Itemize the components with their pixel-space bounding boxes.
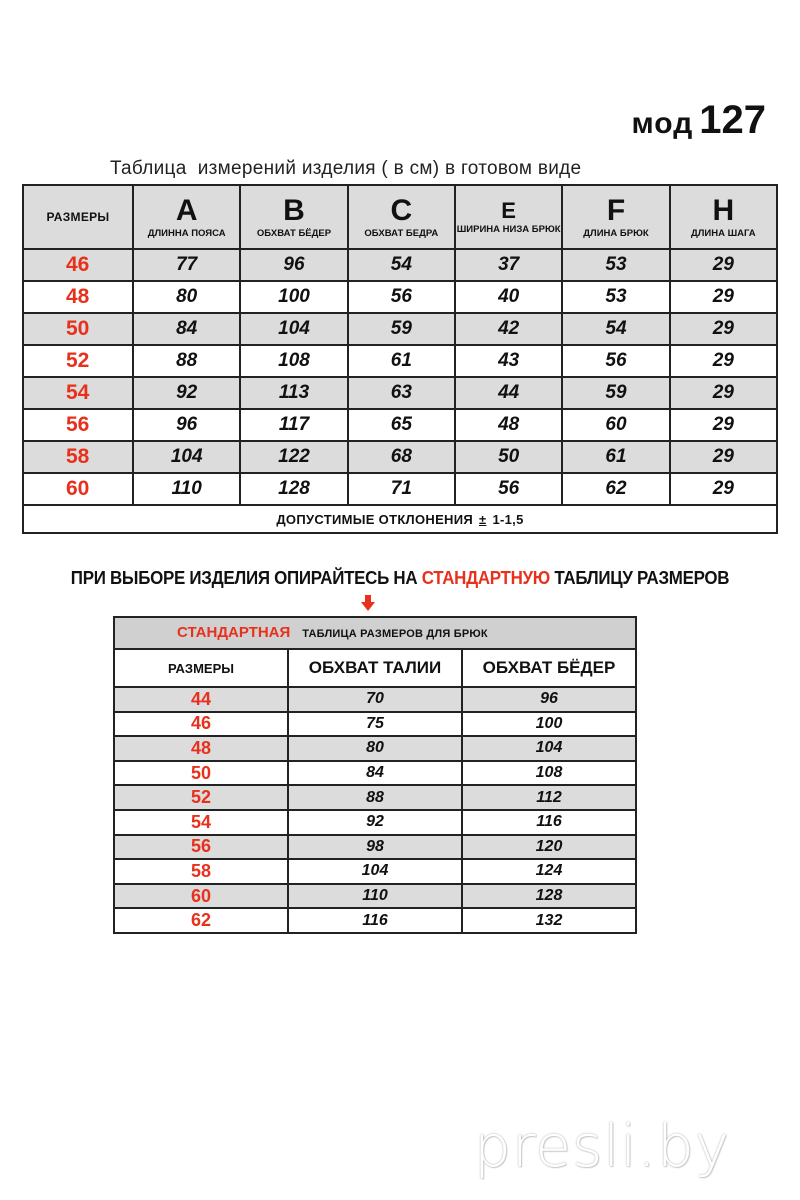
size-cell: 48	[114, 736, 288, 761]
measurement-header-row	[23, 185, 777, 249]
waist-cell: 104	[288, 859, 462, 884]
value-cell: 59	[348, 313, 455, 345]
hips-cell: 96	[462, 687, 636, 712]
table-row	[114, 785, 636, 810]
tolerance-label: ДОПУСТИМЫЕ ОТКЛОНЕНИЯ	[276, 511, 474, 527]
value-cell: 56	[348, 281, 455, 313]
model-label	[631, 98, 766, 143]
tolerance-value: 1-1,5	[492, 511, 524, 527]
value-cell: 96	[240, 249, 347, 281]
standard-table-header-row	[114, 649, 636, 687]
value-cell: 44	[455, 377, 562, 409]
column-header-f	[562, 185, 669, 249]
standard-table-title-row	[114, 617, 636, 649]
column-letter: C	[390, 193, 413, 227]
tolerance-row	[23, 505, 777, 533]
table-row	[23, 249, 777, 281]
column-header-e	[455, 185, 562, 249]
value-cell: 29	[670, 473, 777, 505]
waist-cell: 98	[288, 835, 462, 860]
value-cell: 77	[133, 249, 240, 281]
table-row	[23, 313, 777, 345]
hips-cell: 100	[462, 712, 636, 737]
size-cell: 56	[114, 835, 288, 860]
tolerance-sign: ±	[479, 511, 487, 527]
size-cell: 50	[23, 313, 133, 345]
value-cell: 128	[240, 473, 347, 505]
model-number: 127	[699, 98, 766, 142]
size-cell: 46	[114, 712, 288, 737]
column-label: ОБХВАТ БЕДРА	[364, 227, 439, 239]
value-cell: 29	[670, 249, 777, 281]
value-cell: 29	[670, 441, 777, 473]
note-text-before: ПРИ ВЫБОРЕ ИЗДЕЛИЯ ОПИРАЙТЕСЬ НА	[70, 568, 422, 588]
value-cell: 29	[670, 281, 777, 313]
size-column-header: РАЗМЕРЫ	[23, 185, 133, 249]
value-cell: 60	[562, 409, 669, 441]
value-cell: 29	[670, 345, 777, 377]
column-letter: F	[606, 193, 626, 227]
value-cell: 37	[455, 249, 562, 281]
waist-cell: 70	[288, 687, 462, 712]
size-cell: 48	[23, 281, 133, 313]
value-cell: 96	[133, 409, 240, 441]
column-label: ДЛИНА БРЮК	[583, 227, 649, 239]
value-cell: 54	[562, 313, 669, 345]
size-cell: 52	[114, 785, 288, 810]
column-letter: B	[283, 193, 305, 227]
measurement-table-caption: Таблица измерений изделия ( в см) в готовом виде	[110, 158, 582, 179]
table-row	[23, 473, 777, 505]
value-cell: 104	[133, 441, 240, 473]
size-cell: 50	[114, 761, 288, 786]
value-cell: 108	[240, 345, 347, 377]
table-row	[114, 908, 636, 933]
value-cell: 104	[240, 313, 347, 345]
value-cell: 56	[455, 473, 562, 505]
size-cell: 54	[114, 810, 288, 835]
value-cell: 29	[670, 409, 777, 441]
table-row	[23, 345, 777, 377]
table-row	[114, 761, 636, 786]
column-header-a	[133, 185, 240, 249]
hips-cell: 124	[462, 859, 636, 884]
table-row	[23, 441, 777, 473]
table-row	[114, 810, 636, 835]
size-cell: 46	[23, 249, 133, 281]
waist-header: ОБХВАТ ТАЛИИ	[288, 649, 462, 687]
waist-cell: 84	[288, 761, 462, 786]
column-label: ДЛИННА ПОЯСА	[147, 227, 226, 239]
value-cell: 59	[562, 377, 669, 409]
column-letter: E	[501, 197, 516, 223]
value-cell: 48	[455, 409, 562, 441]
value-cell: 68	[348, 441, 455, 473]
column-letter: H	[712, 193, 735, 227]
arrow-down-icon	[361, 595, 375, 611]
hips-cell: 112	[462, 785, 636, 810]
size-cell: 62	[114, 908, 288, 933]
value-cell: 92	[133, 377, 240, 409]
hips-cell: 104	[462, 736, 636, 761]
size-cell: 58	[23, 441, 133, 473]
column-header-b	[240, 185, 347, 249]
value-cell: 43	[455, 345, 562, 377]
size-cell: 44	[114, 687, 288, 712]
tolerance-cell	[23, 505, 777, 533]
value-cell: 84	[133, 313, 240, 345]
value-cell: 88	[133, 345, 240, 377]
table-row	[114, 835, 636, 860]
standard-size-table	[113, 616, 637, 934]
sizes-header: РАЗМЕРЫ	[114, 649, 288, 687]
table-row	[114, 736, 636, 761]
column-header-c	[348, 185, 455, 249]
value-cell: 117	[240, 409, 347, 441]
value-cell: 63	[348, 377, 455, 409]
waist-cell: 110	[288, 884, 462, 909]
hips-cell: 120	[462, 835, 636, 860]
value-cell: 122	[240, 441, 347, 473]
column-header-h	[670, 185, 777, 249]
value-cell: 29	[670, 377, 777, 409]
value-cell: 53	[562, 281, 669, 313]
size-note	[24, 568, 776, 589]
note-text-after: ТАБЛИЦУ РАЗМЕРОВ	[549, 568, 730, 588]
hips-cell: 108	[462, 761, 636, 786]
value-cell: 61	[348, 345, 455, 377]
waist-cell: 80	[288, 736, 462, 761]
value-cell: 50	[455, 441, 562, 473]
table-row	[114, 884, 636, 909]
value-cell: 29	[670, 313, 777, 345]
size-cell: 58	[114, 859, 288, 884]
note-highlight: СТАНДАРТНУЮ	[421, 568, 550, 588]
value-cell: 40	[455, 281, 562, 313]
size-cell: 52	[23, 345, 133, 377]
waist-cell: 88	[288, 785, 462, 810]
column-label: ДЛИНА ШАГА	[690, 227, 756, 239]
table-row	[114, 712, 636, 737]
table-row	[114, 687, 636, 712]
watermark: presli.by	[474, 1112, 731, 1180]
value-cell: 71	[348, 473, 455, 505]
size-cell: 60	[114, 884, 288, 909]
waist-cell: 116	[288, 908, 462, 933]
hips-cell: 116	[462, 810, 636, 835]
value-cell: 42	[455, 313, 562, 345]
title-highlight: СТАНДАРТНАЯ	[177, 624, 291, 641]
table-row	[114, 859, 636, 884]
value-cell: 53	[562, 249, 669, 281]
column-label: ОБХВАТ БЁДЕР	[256, 227, 332, 239]
value-cell: 110	[133, 473, 240, 505]
value-cell: 100	[240, 281, 347, 313]
value-cell: 61	[562, 441, 669, 473]
waist-cell: 92	[288, 810, 462, 835]
column-label: ШИРИНА НИЗА БРЮК	[456, 223, 561, 235]
table-row	[23, 377, 777, 409]
size-cell: 60	[23, 473, 133, 505]
hips-cell: 128	[462, 884, 636, 909]
value-cell: 80	[133, 281, 240, 313]
value-cell: 62	[562, 473, 669, 505]
value-cell: 56	[562, 345, 669, 377]
size-cell: 54	[23, 377, 133, 409]
value-cell: 113	[240, 377, 347, 409]
hips-cell: 132	[462, 908, 636, 933]
table-row	[23, 281, 777, 313]
measurement-table	[22, 184, 778, 534]
standard-table-title	[114, 617, 636, 649]
column-letter: A	[175, 193, 198, 227]
title-rest: ТАБЛИЦА РАЗМЕРОВ ДЛЯ БРЮК	[302, 628, 488, 640]
model-prefix: мод	[631, 107, 694, 140]
hips-header: ОБХВАТ БЁДЕР	[462, 649, 636, 687]
table-row	[23, 409, 777, 441]
value-cell: 65	[348, 409, 455, 441]
value-cell: 54	[348, 249, 455, 281]
waist-cell: 75	[288, 712, 462, 737]
size-cell: 56	[23, 409, 133, 441]
